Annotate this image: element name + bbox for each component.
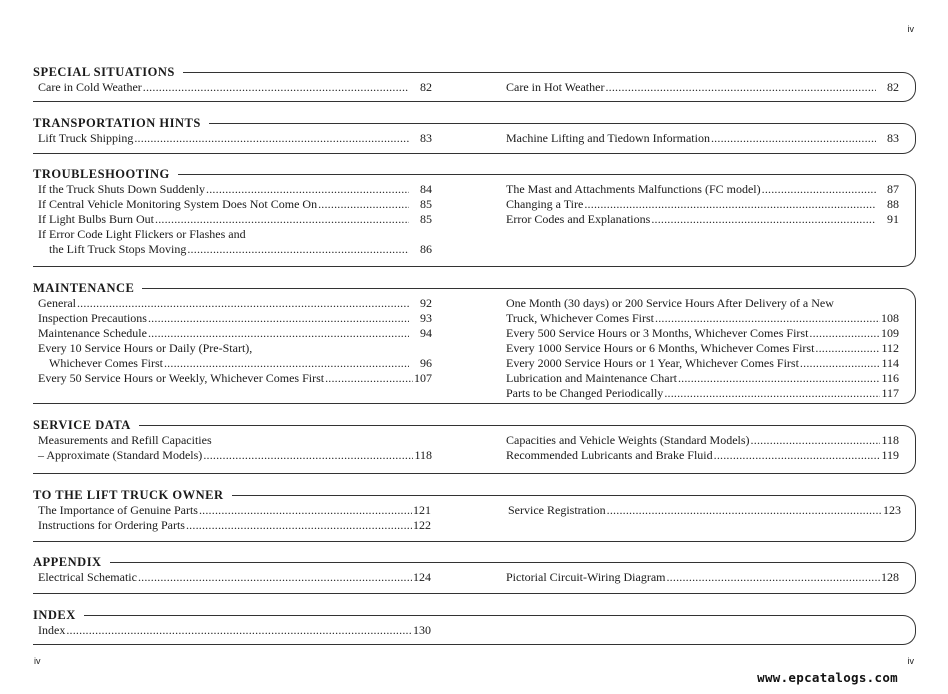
dot-leader: [711, 131, 876, 146]
entry-title: Parts to be Changed Periodically: [506, 386, 664, 400]
dot-leader: [809, 326, 880, 341]
dot-leader: [203, 448, 413, 463]
dot-leader: [318, 197, 409, 212]
section-special-situations: [33, 65, 916, 102]
entry-page: 123: [883, 503, 901, 517]
page-number-bottom-right: iv: [907, 656, 914, 666]
toc-entry[interactable]: [506, 326, 899, 341]
dot-leader: [651, 212, 876, 227]
entry-page: 83: [887, 131, 899, 145]
section-transportation-hints: [33, 116, 916, 154]
entry-page: 109: [881, 326, 899, 340]
entry-page: 88: [887, 197, 899, 211]
dot-leader: [143, 80, 409, 95]
dot-leader: [584, 197, 876, 212]
toc-entry[interactable]: [38, 311, 432, 326]
section-title: MAINTENANCE: [33, 281, 142, 295]
entry-page: 83: [420, 131, 432, 145]
entry-title: Machine Lifting and Tiedown Information: [506, 131, 710, 145]
toc-entry[interactable]: [508, 503, 901, 518]
toc-entry[interactable]: [506, 341, 899, 356]
entry-title-line[interactable]: Measurements and Refill Capacities: [38, 433, 212, 447]
entry-title: Truck, Whichever Comes First: [506, 311, 654, 325]
section-service-data: [33, 418, 916, 474]
toc-entry[interactable]: [38, 212, 432, 227]
entry-title: Every 50 Service Hours or Weekly, Whichever Comes First: [38, 371, 325, 385]
toc-entry[interactable]: [38, 197, 432, 212]
entry-page: 128: [881, 570, 899, 584]
section-title: TO THE LIFT TRUCK OWNER: [33, 488, 232, 502]
entry-page: 87: [887, 182, 899, 196]
dot-leader: [77, 296, 409, 311]
entry-page: 118: [881, 433, 899, 447]
entry-title: Changing a Tire: [506, 197, 584, 211]
toc-entry[interactable]: [38, 623, 431, 638]
dot-leader: [762, 182, 876, 197]
entry-page: 108: [881, 311, 899, 325]
entry-page: 130: [413, 623, 431, 637]
entry-title: Care in Hot Weather: [506, 80, 605, 94]
entry-title: Lubrication and Maintenance Chart: [506, 371, 677, 385]
entry-title-line[interactable]: Every 10 Service Hours or Daily (Pre-Start),: [38, 341, 253, 355]
dot-leader: [605, 80, 876, 95]
dot-leader: [148, 326, 409, 341]
toc-entry[interactable]: [38, 356, 432, 371]
entry-title: Lift Truck Shipping: [38, 131, 134, 145]
entry-title: Pictorial Circuit-Wiring Diagram: [506, 570, 666, 584]
entry-title: Instructions for Ordering Parts: [38, 518, 185, 532]
toc-entry[interactable]: [506, 386, 899, 401]
entry-page: 82: [887, 80, 899, 94]
entry-title: Every 500 Service Hours or 3 Months, Whichever Comes First: [506, 326, 809, 340]
entry-title: – Approximate (Standard Models): [38, 448, 203, 462]
toc-entry[interactable]: [506, 131, 899, 146]
section-lift-truck-owner: [33, 488, 916, 542]
entry-page: 92: [420, 296, 432, 310]
entry-title: Care in Cold Weather: [38, 80, 142, 94]
dot-leader: [655, 311, 880, 326]
entry-page: 96: [420, 356, 432, 370]
toc-entry[interactable]: [506, 433, 899, 448]
entry-page: 124: [413, 570, 431, 584]
dot-leader: [66, 623, 412, 638]
toc-entry[interactable]: [38, 518, 431, 533]
dot-leader: [607, 503, 882, 518]
section-title: SPECIAL SITUATIONS: [33, 65, 183, 79]
entry-title: If Central Vehicle Monitoring System Does Not Come On: [38, 197, 318, 211]
dot-leader: [138, 570, 412, 585]
entry-title: Error Codes and Explanations: [506, 212, 651, 226]
entry-title-line[interactable]: If Error Code Light Flickers or Flashes and: [38, 227, 246, 241]
entry-page: 112: [881, 341, 899, 355]
entry-title: If Light Bulbs Burn Out: [38, 212, 154, 226]
toc-entry[interactable]: [38, 371, 432, 386]
toc-entry[interactable]: [38, 503, 431, 518]
section-maintenance: [33, 281, 916, 404]
entry-title: General: [38, 296, 76, 310]
entry-page: 85: [420, 212, 432, 226]
entry-page: 116: [881, 371, 899, 385]
toc-entry[interactable]: [38, 242, 432, 257]
entry-title: Recommended Lubricants and Brake Fluid: [506, 448, 713, 462]
dot-leader: [800, 356, 881, 371]
entry-title-line[interactable]: One Month (30 days) or 200 Service Hours After Delivery of a New: [506, 296, 834, 310]
toc-entry[interactable]: [38, 296, 432, 311]
dot-leader: [199, 503, 412, 518]
entry-title: Capacities and Vehicle Weights (Standard Models): [506, 433, 750, 447]
dot-leader: [325, 371, 413, 386]
entry-page: 91: [887, 212, 899, 226]
section-troubleshooting: [33, 167, 916, 267]
entry-title: Inspection Precautions: [38, 311, 147, 325]
dot-leader: [751, 433, 881, 448]
entry-page: 82: [420, 80, 432, 94]
toc-entry[interactable]: [506, 182, 899, 197]
entry-title: Whichever Comes First: [49, 356, 163, 370]
toc-entry[interactable]: [506, 212, 899, 227]
entry-title: Electrical Schematic: [38, 570, 137, 584]
section-title: TROUBLESHOOTING: [33, 167, 178, 181]
dot-leader: [186, 518, 412, 533]
toc-entry[interactable]: [506, 311, 899, 326]
section-title: SERVICE DATA: [33, 418, 139, 432]
entry-title: Every 1000 Service Hours or 6 Months, Whichever Comes First: [506, 341, 815, 355]
entry-title: If the Truck Shuts Down Suddenly: [38, 182, 206, 196]
entry-page: 107: [414, 371, 432, 385]
section-appendix: [33, 555, 916, 594]
dot-leader: [714, 448, 881, 463]
toc-entry[interactable]: [38, 326, 432, 341]
entry-title: the Lift Truck Stops Moving: [49, 242, 187, 256]
section-title: INDEX: [33, 608, 84, 622]
entry-page: 86: [420, 242, 432, 256]
section-index: [33, 608, 916, 645]
section-title: APPENDIX: [33, 555, 110, 569]
entry-page: 117: [881, 386, 899, 400]
dot-leader: [134, 131, 409, 146]
entry-page: 93: [420, 311, 432, 325]
entry-title: Maintenance Schedule: [38, 326, 147, 340]
entry-page: 85: [420, 197, 432, 211]
entry-title: Every 2000 Service Hours or 1 Year, Whichever Comes First: [506, 356, 799, 370]
page-number-top: iv: [907, 24, 914, 34]
entry-page: 94: [420, 326, 432, 340]
dot-leader: [815, 341, 880, 356]
page-number-bottom-left: iv: [34, 656, 41, 666]
dot-leader: [155, 212, 409, 227]
toc-entry[interactable]: [506, 80, 899, 95]
dot-leader: [187, 242, 409, 257]
toc-entry[interactable]: [38, 131, 432, 146]
toc-entry[interactable]: [506, 570, 899, 585]
toc-entry[interactable]: [506, 197, 899, 212]
entry-page: 84: [420, 182, 432, 196]
watermark-text: www.epcatalogs.com: [757, 670, 898, 685]
section-title: TRANSPORTATION HINTS: [33, 116, 209, 130]
dot-leader: [678, 371, 881, 386]
dot-leader: [664, 386, 880, 401]
toc-entry[interactable]: [38, 570, 431, 585]
toc-entry[interactable]: [506, 371, 899, 386]
dot-leader: [148, 311, 409, 326]
dot-leader: [164, 356, 409, 371]
entry-title: Index: [38, 623, 66, 637]
toc-entry[interactable]: [38, 182, 432, 197]
entry-page: 121: [413, 503, 431, 517]
dot-leader: [666, 570, 880, 585]
toc-entry[interactable]: [38, 448, 432, 463]
entry-page: 122: [413, 518, 431, 532]
entry-page: 119: [881, 448, 899, 462]
entry-title: The Importance of Genuine Parts: [38, 503, 198, 517]
toc-entry[interactable]: [38, 80, 432, 95]
entry-title: Service Registration: [508, 503, 606, 517]
toc-entry[interactable]: [506, 356, 899, 371]
dot-leader: [206, 182, 409, 197]
entry-page: 118: [414, 448, 432, 462]
toc-entry[interactable]: [506, 448, 899, 463]
entry-page: 114: [881, 356, 899, 370]
entry-title: The Mast and Attachments Malfunctions (FC model): [506, 182, 761, 196]
